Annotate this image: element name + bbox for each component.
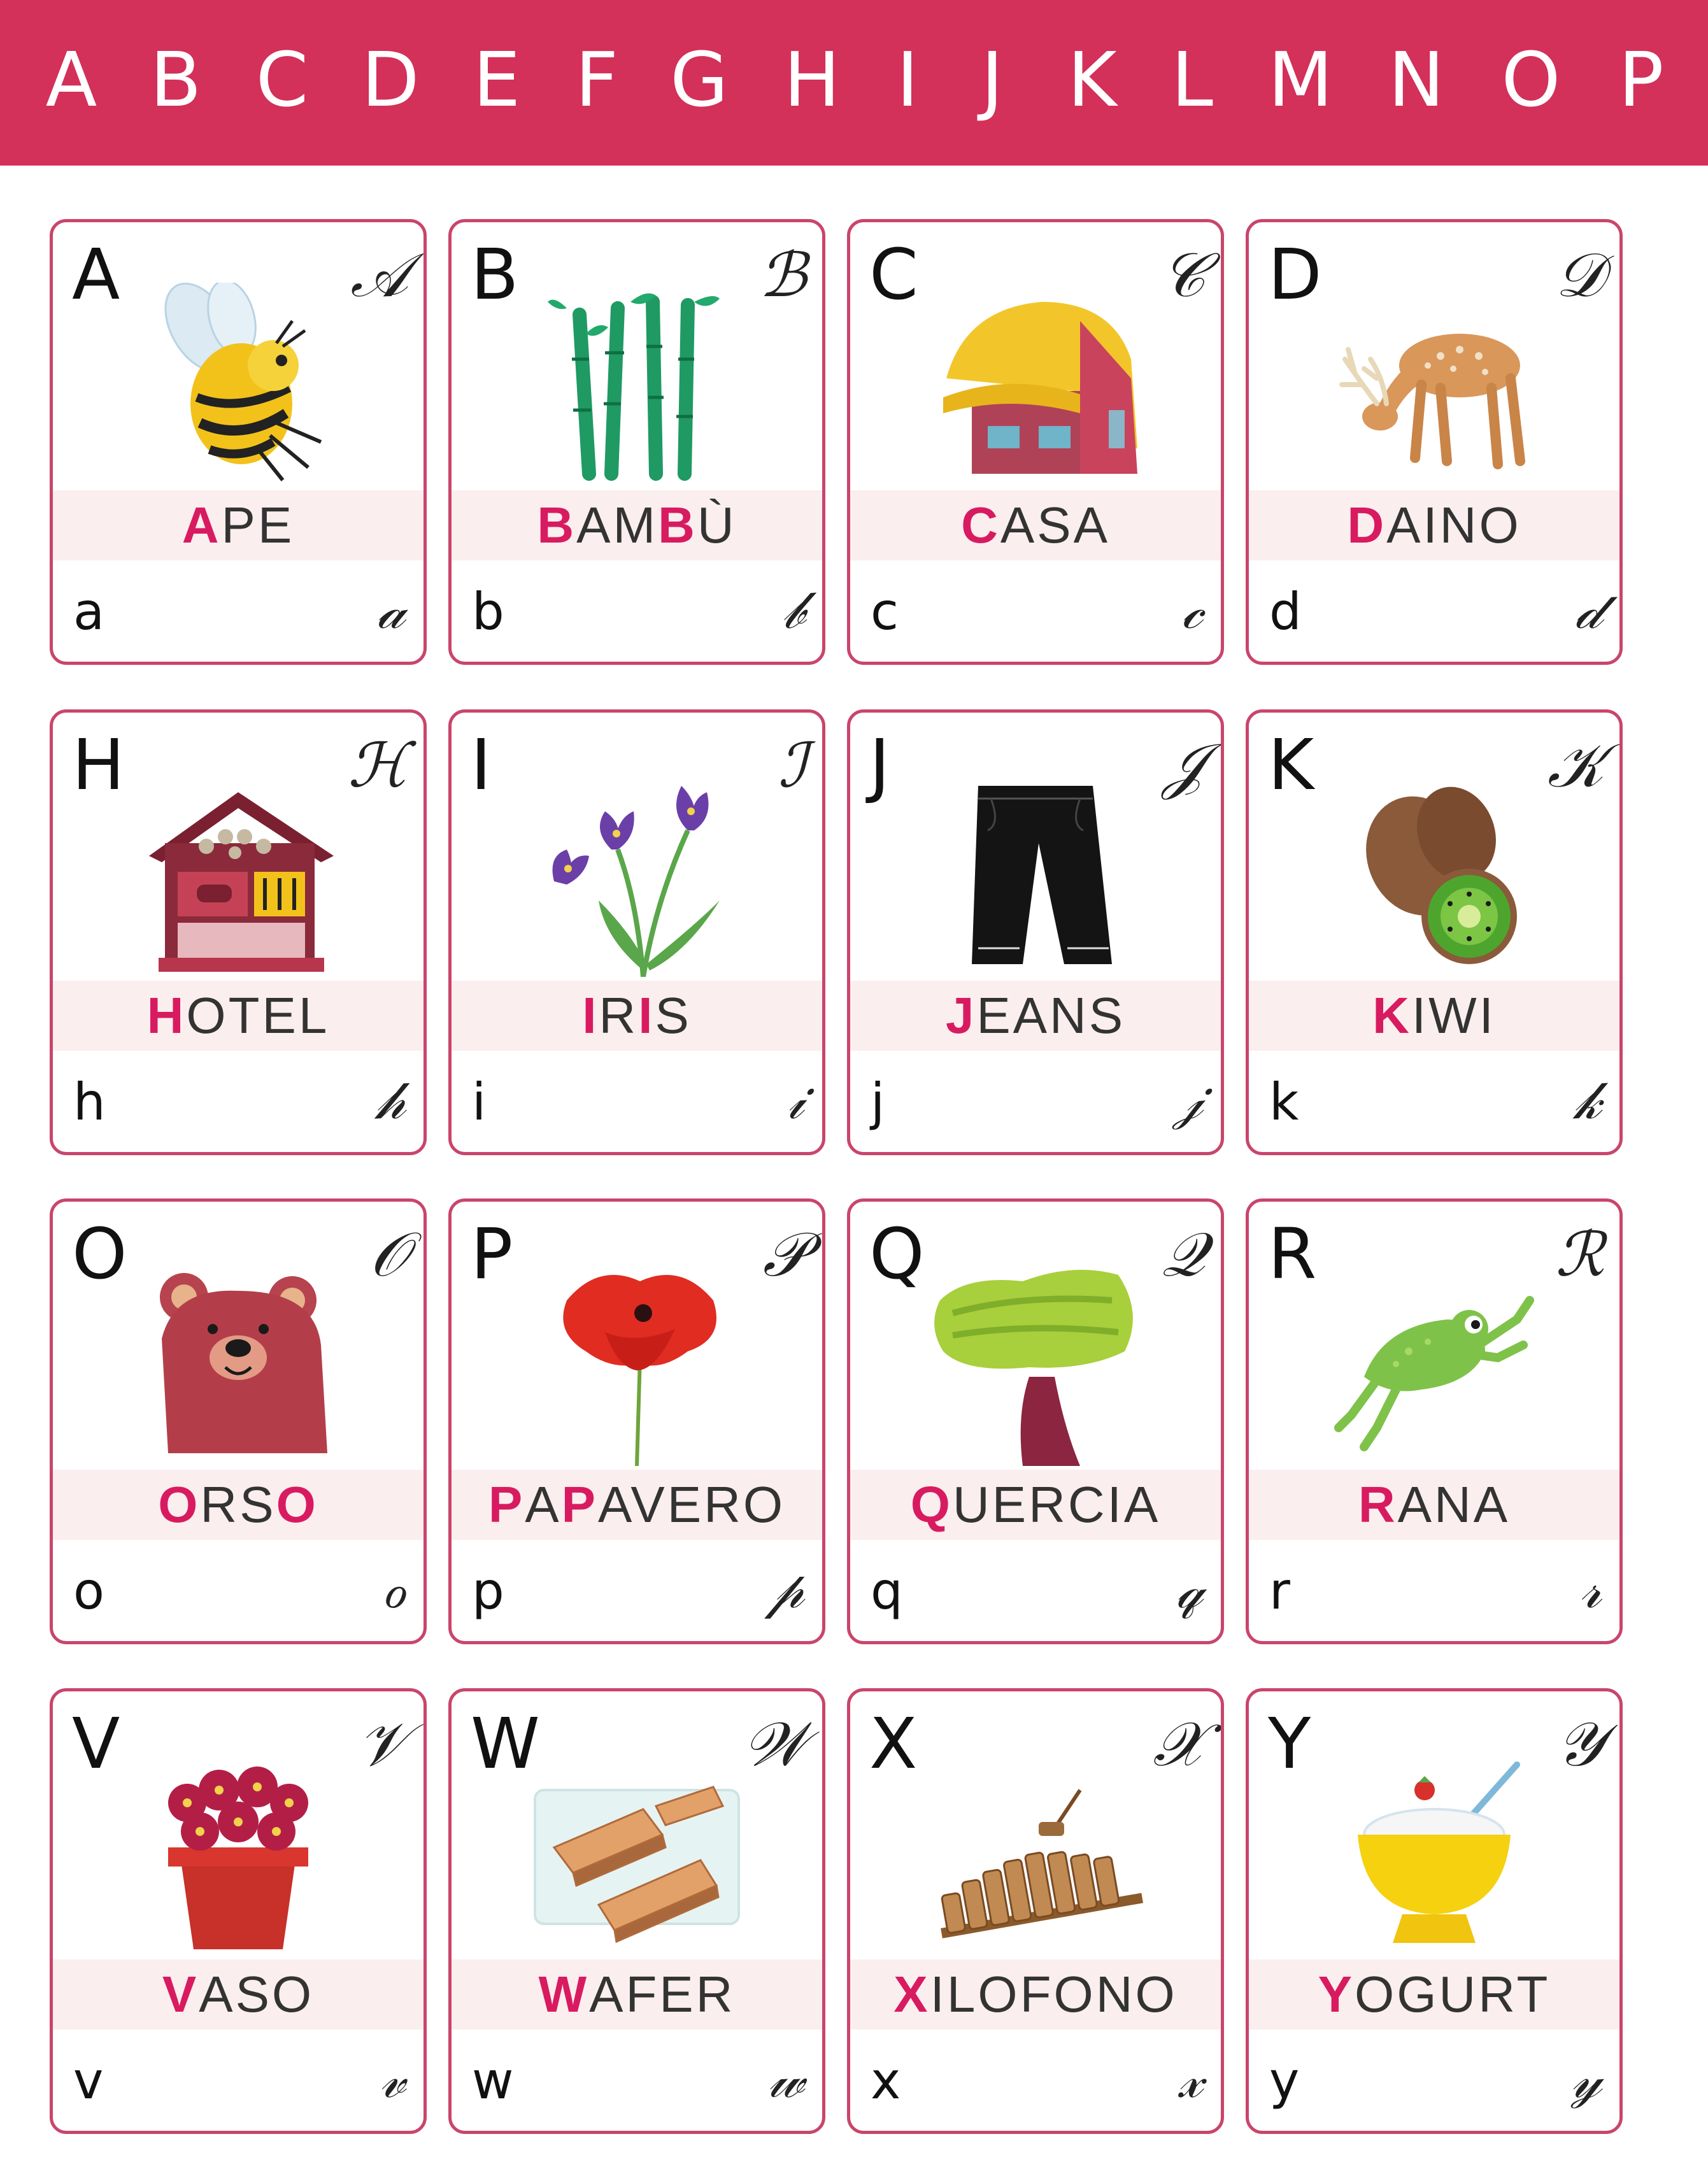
bamboo-illustration [529,283,745,487]
lowercase-letter: i [472,1072,487,1132]
letter-card-k [1246,709,1623,1155]
highlighted-letter: B [658,497,697,553]
uppercase-cursive-letter: ℛ [1555,1219,1604,1290]
card-word [1249,1470,1619,1540]
letter-card-w [448,1688,825,2134]
lowercase-cursive-letter: 𝓎 [1571,2049,1602,2110]
uppercase-cursive-letter: 𝒴 [1556,1709,1604,1780]
card-word [452,1470,822,1540]
header-letter-e: E [473,36,521,124]
header-letter-o: O [1501,36,1561,124]
card-word [53,981,423,1051]
lowercase-cursive-letter: ℴ [381,1560,406,1620]
highlighted-letter: V [162,1966,199,2023]
yogurt-illustration [1326,1752,1542,1956]
word-segment: S [655,987,692,1044]
lowercase-cursive-letter: 𝒿 [1174,1070,1203,1131]
header-letter-l: L [1171,36,1213,124]
word-segment: A [525,1476,562,1533]
lowercase-letter: c [871,582,899,641]
letter-card-v [50,1688,427,2134]
lowercase-letter: p [472,1561,504,1621]
letter-card-h [50,709,427,1155]
lowercase-cursive-letter: 𝒸 [1182,580,1203,641]
uppercase-letter: X [869,1703,918,1784]
word-segment: UERCIA [952,1476,1161,1533]
header-letter-f: F [575,36,618,124]
highlighted-letter: Y [1318,1966,1355,2023]
highlighted-letter: O [158,1476,201,1533]
highlighted-letter: X [893,1966,930,2023]
lowercase-cursive-letter: 𝒷 [781,580,804,641]
word-segment: ILOFONO [930,1966,1178,2023]
uppercase-letter: V [72,1703,120,1784]
word-segment: ASO [199,1966,315,2023]
uppercase-letter: O [72,1213,127,1295]
header-letter-m: M [1268,36,1333,124]
lowercase-letter: h [73,1072,106,1132]
deer-illustration [1326,283,1542,487]
word-segment: Ù [697,497,737,553]
lowercase-cursive-letter: 𝒶 [376,580,406,641]
uppercase-cursive-letter: 𝒥 [1163,730,1206,801]
uppercase-cursive-letter: 𝒱 [357,1709,408,1780]
letter-card-r [1246,1198,1623,1644]
lowercase-cursive-letter: 𝒽 [375,1070,406,1131]
flower-pot-illustration [130,1752,346,1956]
lowercase-cursive-letter: 𝓅 [767,1560,804,1620]
highlighted-letter: K [1372,987,1412,1044]
uppercase-letter: J [869,724,890,806]
header-letter-c: C [255,36,309,124]
highlighted-letter: I [582,987,599,1044]
word-segment: OGURT [1354,1966,1551,2023]
highlighted-letter: I [638,987,655,1044]
letter-card-y [1246,1688,1623,2134]
highlighted-letter: Q [910,1476,953,1533]
header-letter-n: N [1388,36,1445,124]
word-segment: OTEL [186,987,330,1044]
card-word [452,490,822,560]
uppercase-letter: R [1268,1213,1317,1295]
lowercase-letter: q [871,1561,903,1621]
alphabet-header [0,0,1708,166]
card-word [53,1959,423,2030]
lowercase-cursive-letter: 𝒾 [787,1070,804,1131]
uppercase-letter: I [471,724,492,806]
uppercase-letter: P [471,1213,513,1295]
lowercase-letter: y [1269,2051,1300,2110]
letter-card-i [448,709,825,1155]
card-word [850,490,1221,560]
card-word [452,1959,822,2030]
uppercase-letter: H [72,724,125,806]
uppercase-letter: Y [1268,1703,1311,1784]
card-word [850,981,1221,1051]
word-segment: R [599,987,639,1044]
word-segment: PE [221,497,295,553]
uppercase-letter: C [869,234,918,315]
lowercase-letter: r [1269,1561,1290,1621]
uppercase-cursive-letter: 𝒬 [1162,1219,1206,1290]
lowercase-cursive-letter: 𝒹 [1575,580,1602,641]
uppercase-cursive-letter: ℋ [348,730,408,801]
lowercase-letter: b [472,582,504,641]
lowercase-cursive-letter: 𝓍 [1178,2049,1203,2110]
card-word [850,1470,1221,1540]
header-letter-d: D [361,36,420,124]
letter-card-a [50,219,427,665]
word-segment: AVERO [597,1476,786,1533]
house-illustration [927,283,1144,487]
bee-illustration [130,283,346,487]
highlighted-letter: A [181,497,222,553]
lowercase-letter: d [1269,582,1302,641]
lowercase-letter: j [871,1072,885,1132]
highlighted-letter: P [561,1476,598,1533]
card-word [53,1470,423,1540]
uppercase-cursive-letter: 𝒜 [350,239,408,311]
highlighted-letter: J [945,987,977,1044]
jeans-illustration [927,773,1144,977]
lowercase-letter: a [73,582,105,641]
word-segment: AM [576,497,658,553]
highlighted-letter: B [537,497,577,553]
highlighted-letter: O [276,1476,318,1533]
uppercase-letter: W [471,1703,540,1784]
lowercase-letter: k [1269,1072,1299,1132]
letter-card-j [847,709,1224,1155]
lowercase-cursive-letter: 𝓇 [1579,1560,1602,1620]
letter-card-x [847,1688,1224,2134]
kiwi-illustration [1326,773,1542,977]
uppercase-cursive-letter: 𝒫 [762,1219,807,1290]
header-letter-i: I [896,36,919,124]
lowercase-letter: v [73,2051,104,2110]
uppercase-letter: D [1268,234,1322,315]
card-word [1249,1959,1619,2030]
lowercase-cursive-letter: 𝓀 [1574,1070,1602,1131]
word-segment: RS [200,1476,276,1533]
uppercase-cursive-letter: 𝒟 [1555,239,1604,311]
uppercase-cursive-letter: 𝒞 [1161,239,1206,311]
card-word [850,1959,1221,2030]
highlighted-letter: W [538,1966,590,2023]
card-word [1249,981,1619,1051]
letter-card-d [1246,219,1623,665]
card-word [452,981,822,1051]
letter-card-c [847,219,1224,665]
bug-hotel-illustration [130,773,346,977]
uppercase-cursive-letter: ℬ [758,239,807,311]
uppercase-cursive-letter: 𝒦 [1547,730,1604,801]
uppercase-cursive-letter: 𝒳 [1153,1709,1206,1780]
bear-illustration [130,1262,346,1466]
lowercase-letter: o [73,1561,104,1621]
uppercase-cursive-letter: 𝒪 [369,1219,408,1290]
uppercase-cursive-letter: 𝒲 [743,1709,807,1780]
lowercase-cursive-letter: 𝓌 [768,2049,804,2110]
word-segment: AFER [589,1966,736,2023]
lowercase-letter: x [871,2051,901,2110]
header-letter-h: H [783,36,841,124]
lowercase-cursive-letter: 𝓆 [1176,1560,1203,1620]
uppercase-letter: Q [869,1213,925,1295]
highlighted-letter: C [961,497,1000,553]
frog-illustration [1326,1262,1542,1466]
header-letter-a: A [45,36,97,124]
word-segment: EANS [976,987,1126,1044]
card-word [53,490,423,560]
letter-card-o [50,1198,427,1644]
uppercase-letter: K [1268,724,1314,806]
letter-card-b [448,219,825,665]
header-letter-b: B [150,36,202,124]
word-segment: ANA [1397,1476,1511,1533]
header-letter-p: P [1618,36,1664,124]
header-letter-k: K [1067,36,1117,124]
card-word [1249,490,1619,560]
iris-flower-illustration [529,773,745,977]
lowercase-letter: w [472,2051,514,2110]
uppercase-letter: A [72,234,120,315]
word-segment: IWI [1411,987,1496,1044]
word-segment: ASA [1000,497,1110,553]
letter-card-p [448,1198,825,1644]
header-letter-g: G [670,36,729,124]
xylophone-illustration [927,1752,1144,1956]
letter-card-q [847,1198,1224,1644]
header-letter-j: J [981,36,1004,124]
uppercase-cursive-letter: ℐ [778,730,807,801]
highlighted-letter: H [146,987,187,1044]
word-segment: AINO [1386,497,1521,553]
uppercase-letter: B [471,234,519,315]
lowercase-cursive-letter: 𝓋 [380,2049,406,2110]
highlighted-letter: P [488,1476,525,1533]
highlighted-letter: D [1347,497,1387,553]
poppy-illustration [529,1262,745,1466]
highlighted-letter: R [1358,1476,1398,1533]
oak-tree-illustration [927,1262,1144,1466]
wafer-illustration [529,1752,745,1956]
